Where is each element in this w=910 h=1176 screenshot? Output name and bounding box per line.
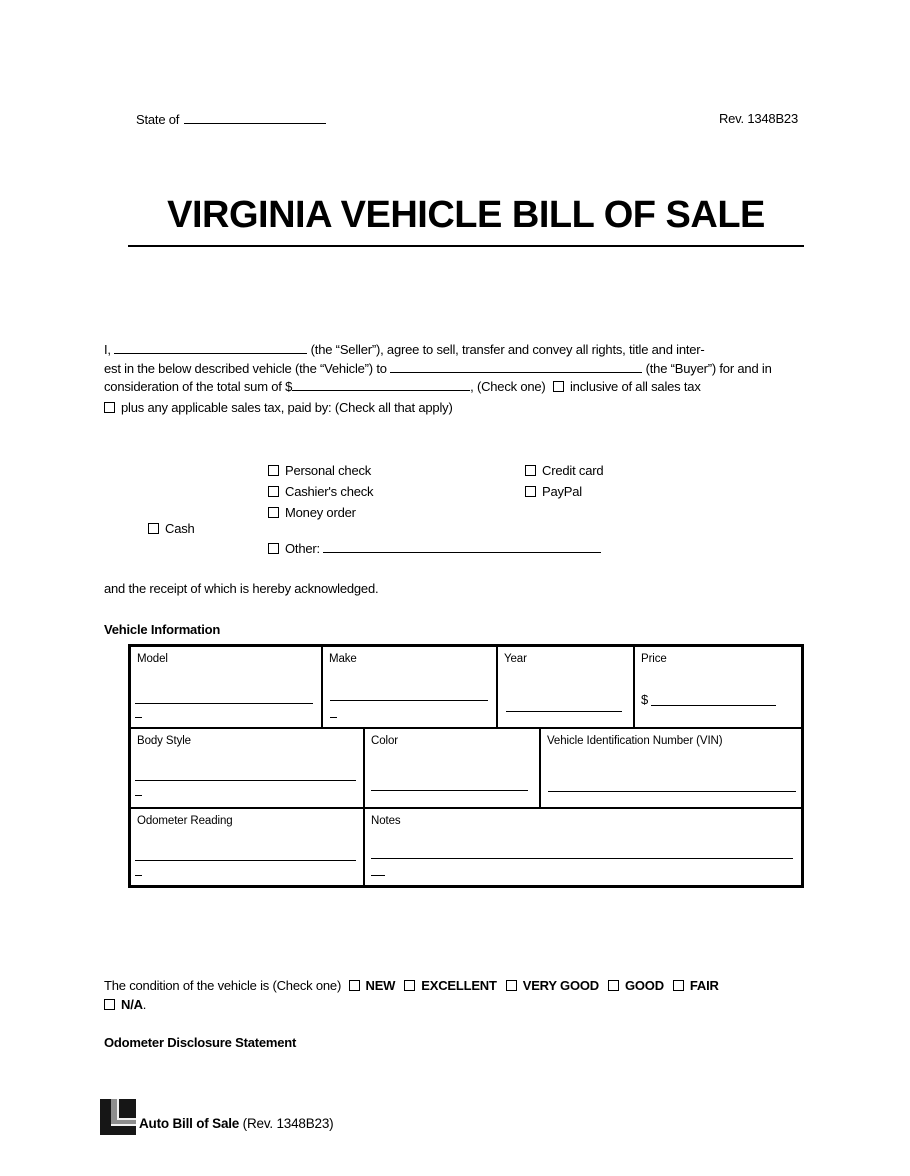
checkbox-condition-na[interactable] — [104, 999, 115, 1010]
payment-option-other — [268, 540, 601, 556]
table-row — [131, 647, 801, 729]
vin-label: Vehicle Identification Number (VIN) — [547, 735, 723, 747]
footer-doc-line — [139, 1116, 333, 1131]
agreement-line-3 — [104, 378, 701, 394]
payment-option-cash — [148, 521, 195, 536]
agreement-text: (the “Seller”), agree to sell, transfer and convey all rights, title and inter- — [310, 342, 705, 357]
color-blank[interactable] — [371, 790, 528, 791]
condition-option-label: N/A — [121, 997, 143, 1012]
odometer-label: Odometer Reading — [137, 815, 233, 827]
agreement-line-1 — [104, 341, 705, 357]
payment-option-label: Personal check — [285, 463, 372, 478]
year-cell — [498, 647, 635, 727]
year-blank[interactable] — [506, 711, 622, 712]
revision-number: Rev. 1348B23 — [718, 111, 798, 126]
agreement-text: , (Check one) — [470, 379, 546, 394]
buyer-name-blank[interactable] — [390, 360, 642, 373]
condition-option-label: VERY GOOD — [522, 978, 599, 993]
checkbox-condition-excellent[interactable] — [404, 980, 415, 991]
agreement-text: est in the below described vehicle (the “Vehicle”) to — [104, 361, 387, 376]
make-label: Make — [329, 653, 357, 665]
checkbox-credit-card[interactable] — [525, 465, 536, 476]
agreement-line-2 — [104, 360, 772, 376]
checkbox-cashiers-check[interactable] — [268, 486, 279, 497]
make-cell — [323, 647, 498, 727]
condition-option-label: EXCELLENT — [421, 978, 497, 993]
payment-option-label: Credit card — [542, 463, 604, 478]
payment-option-cashiers-check — [268, 484, 373, 499]
footer-revision: (Rev. 1348B23) — [242, 1116, 334, 1131]
body-style-blank-wrap — [135, 795, 142, 796]
inclusive-sales-tax-label: inclusive of all sales tax — [569, 379, 701, 394]
vin-blank[interactable] — [548, 791, 796, 792]
payment-option-label: Cashier's check — [285, 484, 374, 499]
make-blank[interactable] — [330, 700, 488, 701]
color-cell — [365, 729, 541, 807]
sale-amount-blank[interactable] — [292, 378, 470, 391]
header-state-line — [136, 111, 326, 127]
price-dollar-sign: $ — [641, 692, 649, 707]
condition-option-label: NEW — [365, 978, 396, 993]
year-label: Year — [504, 653, 527, 665]
title-rule — [128, 245, 804, 247]
payment-option-personal-check — [268, 463, 371, 478]
checkbox-condition-fair[interactable] — [673, 980, 684, 991]
payment-option-money-order — [268, 505, 356, 520]
agreement-line-4 — [104, 400, 453, 415]
payment-option-label: Other: — [285, 541, 320, 556]
table-row — [131, 809, 801, 885]
state-name-blank[interactable] — [184, 111, 326, 124]
body-style-cell — [131, 729, 365, 807]
checkbox-money-order[interactable] — [268, 507, 279, 518]
checkbox-inclusive-sales-tax[interactable] — [553, 381, 564, 392]
vehicle-info-table — [128, 644, 804, 888]
model-cell — [131, 647, 323, 727]
payment-option-paypal — [525, 484, 582, 499]
odometer-cell — [131, 809, 365, 885]
checkbox-other[interactable] — [268, 543, 279, 554]
other-method-blank[interactable] — [323, 540, 601, 553]
agreement-text: (the “Buyer”) for and in — [645, 361, 772, 376]
checkbox-condition-very-good[interactable] — [506, 980, 517, 991]
checkbox-paypal[interactable] — [525, 486, 536, 497]
odometer-blank-wrap — [135, 875, 142, 876]
payment-option-label: Cash — [165, 521, 195, 536]
notes-label: Notes — [371, 815, 401, 827]
checkbox-plus-sales-tax[interactable] — [104, 402, 115, 413]
checkbox-cash[interactable] — [148, 523, 159, 534]
payment-option-label: Money order — [285, 505, 356, 520]
payment-option-credit-card — [525, 463, 603, 478]
receipt-acknowledgement: and the receipt of which is hereby acknowledged. — [104, 581, 379, 596]
legal-templates-logo — [100, 1099, 136, 1135]
table-row — [131, 729, 801, 809]
notes-blank-wrap — [371, 875, 385, 876]
payment-option-label: PayPal — [542, 484, 582, 499]
odometer-blank[interactable] — [135, 860, 356, 861]
condition-prefix: The condition of the vehicle is (Check one) — [104, 978, 342, 993]
seller-name-blank[interactable] — [114, 341, 307, 354]
state-of-label: State of — [136, 112, 180, 127]
agreement-text: I, — [104, 342, 111, 357]
checkbox-condition-good[interactable] — [608, 980, 619, 991]
odometer-statement-heading: Odometer Disclosure Statement — [104, 1035, 297, 1050]
vehicle-info-heading: Vehicle Information — [104, 622, 221, 637]
checkbox-personal-check[interactable] — [268, 465, 279, 476]
condition-option-label: GOOD — [624, 978, 664, 993]
condition-line-1 — [104, 978, 719, 993]
body-style-blank[interactable] — [135, 780, 356, 781]
notes-blank[interactable] — [371, 858, 793, 859]
price-label: Price — [641, 653, 667, 665]
page-title: VIRGINIA VEHICLE BILL OF SALE — [167, 194, 765, 236]
model-blank-wrap — [135, 717, 142, 718]
price-blank[interactable] — [651, 705, 776, 706]
logo-l-icon — [100, 1099, 136, 1135]
footer-doc-name: Auto Bill of Sale — [139, 1116, 240, 1131]
condition-line-2 — [104, 997, 146, 1012]
condition-option-label: FAIR — [689, 978, 719, 993]
make-blank-wrap — [330, 717, 337, 718]
notes-cell — [365, 809, 801, 885]
condition-period: . — [142, 997, 147, 1012]
checkbox-condition-new[interactable] — [349, 980, 360, 991]
body-style-label: Body Style — [137, 735, 191, 747]
model-blank[interactable] — [135, 703, 313, 704]
vin-cell — [541, 729, 801, 807]
price-cell — [635, 647, 801, 727]
plus-sales-tax-label: plus any applicable sales tax, paid by: (Check all that apply) — [121, 400, 453, 415]
color-label: Color — [371, 735, 398, 747]
agreement-text: consideration of the total sum of $ — [104, 379, 293, 394]
model-label: Model — [137, 653, 168, 665]
